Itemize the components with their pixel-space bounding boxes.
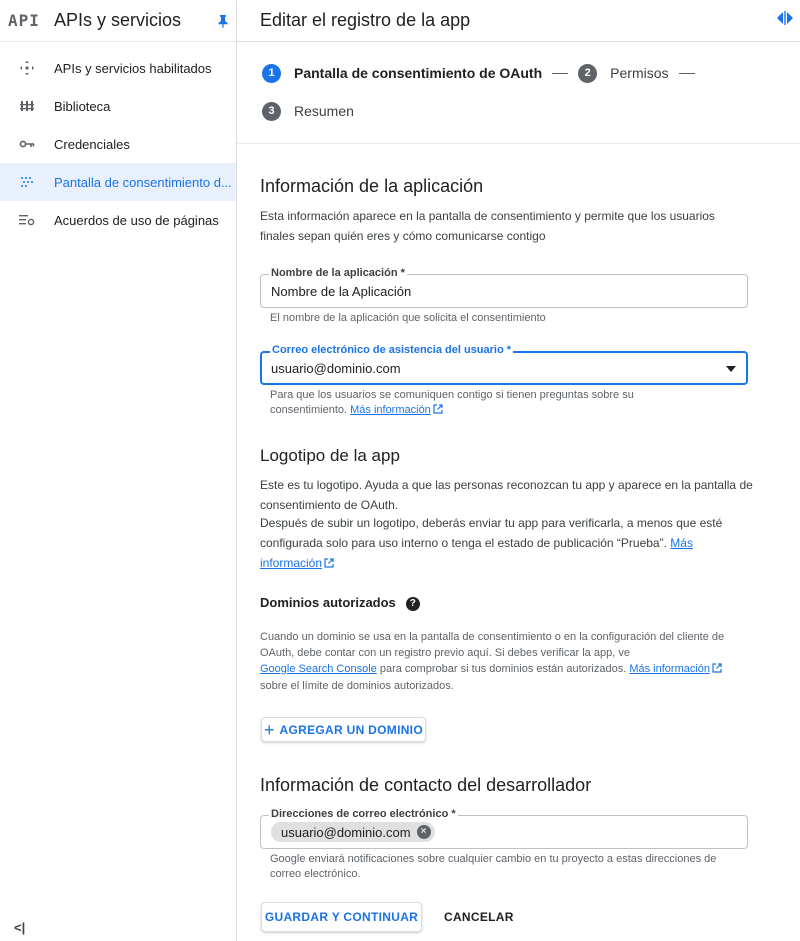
support-email-more-info-link[interactable]: Más información [350,404,431,416]
sidebar-item-label: Acuerdos de uso de páginas [54,212,219,228]
sidebar-title: APIs y servicios [54,10,182,30]
logo-text-2 [260,513,755,574]
step-1-label[interactable]: Pantalla de consentimiento de OAuth [294,65,543,81]
app-info-heading: Información de la aplicación [260,176,484,196]
domains-more-info-link[interactable]: Más información [629,663,711,675]
logo-text-2-content: Después de subir un logotipo, deberás enviar tu app para verificarla, a menos que esté configurada solo para uso interno o tenga el estado de publicación “Prueba”. [260,516,723,550]
sidebar-item-enabled-apis[interactable] [0,49,236,87]
domains-heading-row [260,595,420,611]
domains-description [260,629,760,694]
sidebar-item-label: Credenciales [54,136,130,152]
list-settings-icon [0,214,54,226]
email-chip[interactable] [271,822,435,842]
step-3-label[interactable]: Resumen [294,103,354,119]
developer-email-label: Direcciones de correo electrónico * [271,808,456,820]
sidebar-item-page-usage[interactable] [0,201,236,239]
sidebar-item-label: Pantalla de consentimiento d... [54,174,232,190]
developer-email-hint: Google enviará notificaciones sobre cualquier cambio en tu proyecto a estas direcciones de correo electrónico. [270,853,717,880]
external-link-icon [324,554,334,574]
save-continue-label: GUARDAR Y CONTINUAR [264,910,419,924]
domains-text-after: sobre el límite de dominios autorizados. [260,680,454,692]
logo-more-info-link[interactable]: Más información [260,536,693,570]
support-email-hint [270,388,690,419]
support-email-label: Correo electrónico de asistencia del usuario * [272,344,512,356]
key-icon [0,139,54,149]
sidebar-item-library[interactable] [0,87,236,125]
toggle-panel-icon[interactable] [776,11,794,30]
chip-remove-icon[interactable]: × [417,825,431,839]
sidebar-item-consent-screen[interactable] [0,163,236,201]
page-title: Editar el registro de la app [260,10,471,30]
support-email-hint-text: Para que los usuarios se comuniquen contigo si tienen preguntas sobre su consentimiento. [270,389,634,416]
step-2-label[interactable]: Permisos [610,65,669,81]
google-search-console-link[interactable]: Google Search Console [260,663,377,675]
help-icon[interactable]: ? [406,597,420,611]
domains-text-middle: para comprobar si tus dominios están autorizados. [379,663,627,675]
library-icon [0,99,54,113]
main-header [237,0,800,42]
api-logo: API [8,11,40,30]
cancel-button[interactable] [444,902,514,932]
add-domain-button[interactable] [261,717,426,742]
email-chip-text: usuario@dominio.com [281,824,411,840]
sidebar-item-credentials[interactable] [0,125,236,163]
app-name-hint: El nombre de la aplicación que solicita el consentimiento [270,312,546,324]
domains-text-before: Cuando un dominio se usa en la pantalla de consentimiento o en la configuración del cliente de OAuth, debe contar con un registro previo aquí. Si debes verificar la app, ve [260,631,725,659]
step-3-circle: 3 [262,102,281,121]
developer-email-field[interactable] [260,808,748,849]
support-email-value[interactable]: usuario@dominio.com [271,361,401,376]
apis-diamond-icon [0,60,54,76]
step-separator [552,73,568,74]
external-link-icon [712,662,722,678]
sidebar [0,0,237,941]
support-email-select[interactable] [260,344,748,385]
logo-heading: Logotipo de la app [260,446,400,465]
step-1-circle: 1 [262,64,281,83]
domains-heading: Dominios autorizados [260,595,396,610]
logo-text-1: Este es tu logotipo. Ayuda a que las personas reconozcan tu app y aparece en la pantalla de consentimiento de OAuth. [260,478,753,512]
developer-heading: Información de contacto del desarrollador [260,775,592,795]
save-continue-button[interactable] [261,902,422,932]
sidebar-item-label: Biblioteca [54,98,111,114]
external-link-icon [433,404,443,419]
sidebar-header [0,0,236,42]
app-name-label: Nombre de la aplicación * [271,267,405,279]
dropdown-arrow-icon[interactable] [726,366,736,372]
app-name-input[interactable]: Nombre de la Aplicación [271,284,412,299]
cancel-label: CANCELAR [444,910,514,924]
sidebar-item-label: APIs y servicios habilitados [54,60,212,76]
app-name-field[interactable] [260,267,748,308]
add-domain-label: AGREGAR UN DOMINIO [279,722,423,737]
consent-dots-icon [0,176,54,188]
plus-icon: + [264,719,275,740]
step-2-circle: 2 [578,64,597,83]
pin-icon[interactable] [210,14,236,28]
collapse-sidebar-icon[interactable]: <| [14,920,26,935]
stepper [237,42,800,144]
step-separator [679,73,695,74]
app-info-description: Esta información aparece en la pantalla de consentimiento y permite que los usuarios finales sepan quién eres y cómo comunicarse contigo [260,209,715,243]
main-panel [237,0,800,941]
